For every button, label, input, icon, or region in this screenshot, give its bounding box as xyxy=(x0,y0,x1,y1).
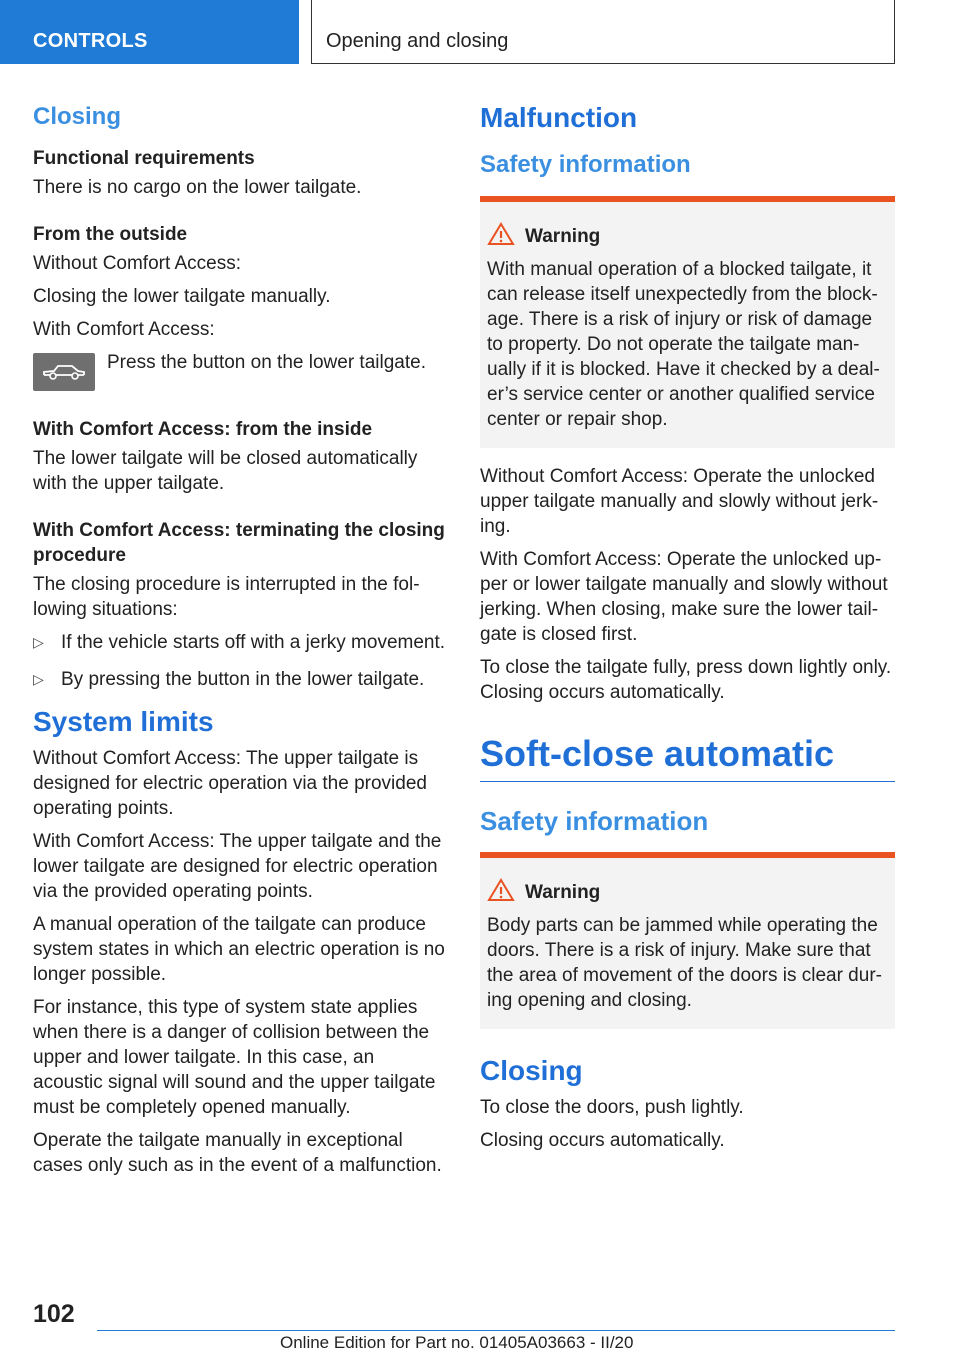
interrupt-list xyxy=(33,630,448,692)
left-column xyxy=(33,100,448,1186)
outside-text-1: Without Comfort Access: xyxy=(33,253,242,274)
closing-heading: Closing xyxy=(33,103,121,130)
malfunction-text-1: Without Comfort Access: Operate the unlocked upper tailgate manually and slowly without jerk-ing. xyxy=(480,466,879,537)
limits-text-2: With Comfort Access: The upper tailgate and the lower tailgate are designed for electric operation via the provided operating points. xyxy=(33,831,442,902)
inside-text: The lower tailgate will be closed automatically with the upper tailgate. xyxy=(33,448,418,494)
list-item: ▷ By pressing the button in the lower tailgate. xyxy=(33,669,425,690)
malfunction-heading: Malfunction xyxy=(480,102,638,133)
closing-text-1: To close the doors, push lightly. xyxy=(480,1097,744,1118)
warning-box-2 xyxy=(480,852,895,1029)
triangle-bullet-icon: ▷ xyxy=(33,634,44,650)
header-section-tab xyxy=(0,0,299,64)
list-item: ▷ If the vehicle starts off with a jerky movement. xyxy=(33,632,446,653)
warning-label-1: Warning xyxy=(525,225,601,247)
malfunction-text-3: To close the tailgate fully, press down lightly only. Closing occurs automatically. xyxy=(480,657,892,703)
warning-triangle-icon xyxy=(487,222,515,251)
warning-triangle-icon xyxy=(487,878,515,907)
warning-box-1 xyxy=(480,196,895,448)
right-column xyxy=(480,100,895,1161)
soft-close-closing-heading: Closing xyxy=(480,1055,583,1086)
header-chapter-tab xyxy=(311,0,895,64)
tailgate-button-text: Press the button on the lower tailgate. xyxy=(107,352,426,373)
car-tailgate-icon xyxy=(33,353,95,391)
safety-info-heading-2: Safety information xyxy=(480,806,709,836)
footer-divider xyxy=(97,1330,895,1331)
terminating-text: The closing procedure is interrupted in the fol-lowing situations: xyxy=(33,574,420,620)
malfunction-text-2: With Comfort Access: Operate the unlocked up-per or lower tailgate manually and slowly without jerking. When closing, make sure the lower tail-gate is closed first. xyxy=(480,549,888,645)
warning-text-2: Body parts can be jammed while operating the doors. There is a risk of injury. Make sure that the area of movement of the doors is clear dur-ing opening and closing. xyxy=(487,915,882,1011)
limits-text-4: For instance, this type of system state applies when there is a danger of collision between the upper and lower tailgate. In this case, an acoustic signal will sound and the upper tailgate must be completely opened manually. xyxy=(33,997,436,1118)
outside-text-3: With Comfort Access: xyxy=(33,319,215,340)
system-limits-heading: System limits xyxy=(33,706,214,737)
functional-requirements-heading: Functional requirements xyxy=(33,148,255,169)
outside-text-2: Closing the lower tailgate manually. xyxy=(33,286,331,307)
limits-text-3: A manual operation of the tailgate can produce system states in which an electric operation is no longer possible. xyxy=(33,914,445,985)
terminating-heading: With Comfort Access: terminating the closing procedure xyxy=(33,520,445,566)
tailgate-button-row xyxy=(33,350,448,391)
header-chapter-label: Opening and closing xyxy=(326,30,509,52)
footer-edition: Online Edition for Part no. 01405A03663 - II/20 xyxy=(280,1333,634,1352)
triangle-bullet-icon: ▷ xyxy=(33,671,44,687)
from-outside-heading: From the outside xyxy=(33,224,188,245)
closing-text-2: Closing occurs automatically. xyxy=(480,1130,725,1151)
limits-text-1: Without Comfort Access: The upper tailgate is designed for electric operation via the provided operating points. xyxy=(33,748,427,819)
page-number: 102 xyxy=(33,1300,75,1328)
warning-label-2: Warning xyxy=(525,881,601,903)
warning-text-1: With manual operation of a blocked tailgate, it can release itself unexpectedly from the block-age. There is a risk of injury or risk of damage to property. Do not operate the tailgate man-ually if it is blocked. Have it checked by a deal-er’s service center or another qualified service center or repair shop. xyxy=(487,259,880,430)
functional-requirements-text: There is no cargo on the lower tailgate. xyxy=(33,177,362,198)
header-section-label: CONTROLS xyxy=(33,30,148,52)
soft-close-heading: Soft-close automatic xyxy=(480,731,895,782)
limits-text-5: Operate the tailgate manually in exceptional cases only such as in the event of a malfunction. xyxy=(33,1130,442,1176)
inside-heading: With Comfort Access: from the inside xyxy=(33,419,373,440)
safety-info-heading-1: Safety information xyxy=(480,151,691,178)
